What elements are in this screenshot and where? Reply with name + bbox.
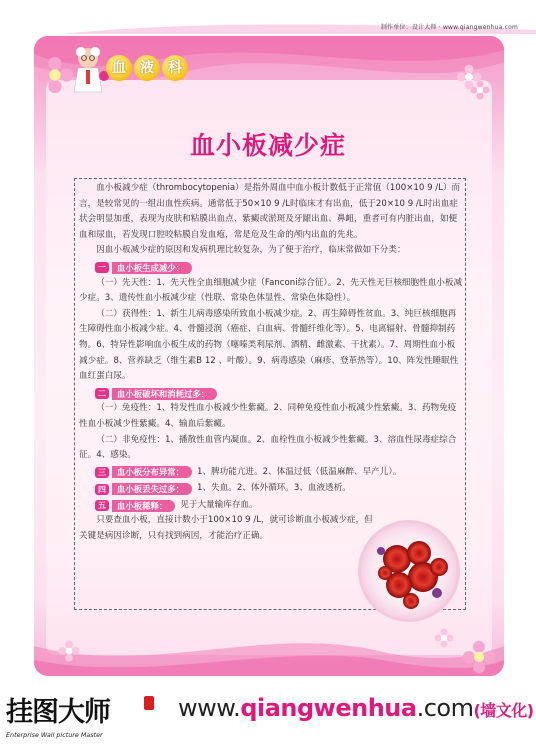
- section-inline-text: 1、失血。2、体外循环。3、血液透析。: [197, 483, 351, 494]
- section-number: 四: [95, 484, 109, 495]
- section-number: 二: [95, 388, 109, 399]
- blood-cells-icon: [361, 523, 457, 619]
- section-heading: [95, 481, 463, 497]
- section-paragraph: （二）非免疫性：1、播散性血管内凝血。2、血栓性血小板减少性紫癜。3、溶血性尿毒症综合征。4、感染。: [79, 434, 457, 461]
- content-text: [79, 181, 463, 545]
- url-brand: qiangwenhua: [240, 694, 417, 722]
- footer-website[interactable]: [178, 694, 534, 722]
- section-paragraph: （二）获得性：1、新生儿病毒感染所致血小板减少症。2、再生障碍性贫血。3、纯巨核细胞再生障碍性血小板减少症。4、骨髓浸润（癌症、白血病、骨髓纤维化等）。5、电离辐射、骨髓抑制药物。6、特异性影响血小板生成的药物（噻嗪类利尿剂、酒精、雌激素、干扰素）。7、周期性血小板减少症。8、营养缺乏（维生素B 12 、叶酸）。9、病毒感染（麻疹、登革热等）。10、阵发性睡眠性血红蛋白尿。: [79, 308, 459, 382]
- seal-icon: [144, 696, 154, 710]
- section-number: 五: [95, 500, 109, 511]
- department-char: 血: [106, 55, 132, 81]
- section-paragraph: （一）先天性：1、先天性全血细胞减少症（Fanconi综合征）。2、先天性无巨核细胞性血小板减少症。3、遗传性血小板减少症（性联、常染色体显性、常染色体隐性）。: [79, 277, 463, 304]
- flower-icon: [434, 628, 454, 648]
- logo-chinese: 挂图大师: [6, 697, 110, 728]
- intro-paragraph: 因血小板减少症的原因和发病机理比较复杂，为了便于治疗，临床常做如下分类：: [96, 245, 406, 256]
- section-label: 血小板分布异常：: [112, 466, 192, 478]
- blood-cells-illustration: [358, 520, 460, 622]
- section-paragraph: （一）免疫性：1、特发性血小板减少性紫癜。2、同种免疫性血小板减少性紫癜。3、药物免疫性血小板减少性紫癜。4、输血后紫癜。: [79, 403, 457, 429]
- department-char: 液: [134, 55, 160, 81]
- section-number: 一: [95, 262, 109, 273]
- section-label: 血小板稀释：: [112, 500, 175, 512]
- department-char: 科: [162, 55, 188, 81]
- section-heading: [95, 465, 463, 481]
- section-heading: [95, 498, 463, 514]
- section-number: 三: [95, 467, 109, 478]
- department-badge: [106, 55, 188, 81]
- url-tail: (墙文化): [473, 701, 534, 720]
- url-prefix: www.: [178, 694, 241, 722]
- section-label: 血小板破坏和消耗过多：: [112, 388, 217, 400]
- flower-icon: [462, 640, 496, 674]
- section-inline-text: 1、脾功能亢进。2、体温过低（低温麻醉、早产儿）。: [197, 466, 402, 477]
- brand-logo: [6, 690, 156, 746]
- doctor-mascot-icon: [68, 46, 110, 94]
- intro-paragraph: 血小板减少症（thrombocytopenia）是指外周血中血小板计数低于正常值（100×10 9 /L）而言，是较常见的一组出血性疾病。通常低于50×10 9 /L时临床才有出血，低于20×10 9 /L时出血症状会明显加重，表现为皮肤和粘膜出血点、紫癜或淤斑及牙龈出血、鼻衄，重者可有内脏出血，如便血和尿血，若发现口腔咬粘膜自发血疱，常是危及生命的颅内出血的先兆。: [79, 183, 461, 240]
- section-heading: [95, 260, 463, 276]
- flower-icon: [58, 640, 80, 662]
- url-suffix: .com: [416, 694, 474, 722]
- page-title: 血小板减少症: [189, 131, 346, 160]
- section-inline-text: 见于大量输库存血。: [180, 499, 258, 510]
- section-label: 血小板生成减少：: [112, 262, 192, 274]
- flower-icon: [470, 80, 490, 100]
- section-heading: [95, 386, 463, 402]
- closing-paragraph: 只要查血小板，直接计数小于100×10 9 /L，就可诊断血小板减少症，但关键是病因诊断，只有找到病因，才能治疗正确。: [79, 515, 373, 542]
- logo-english: Enterprise Wall picture Master: [6, 731, 103, 739]
- section-label: 血小板丢失过多：: [112, 483, 192, 495]
- top-credit: 制作单位：设计大师 · www.qiangwenhua.com: [380, 24, 518, 31]
